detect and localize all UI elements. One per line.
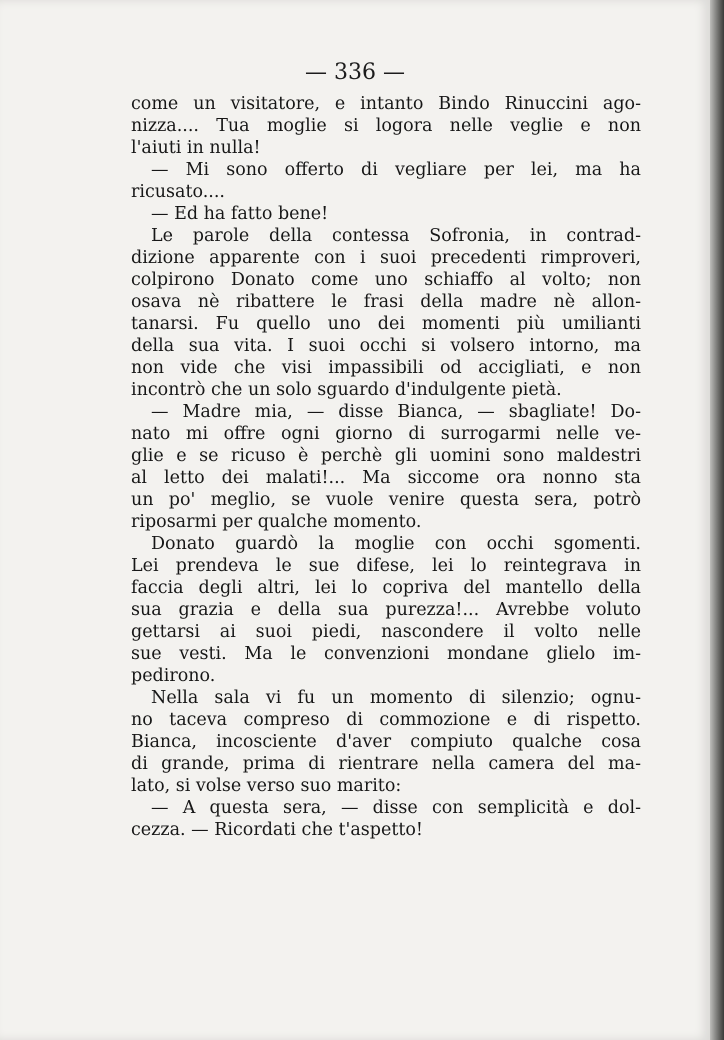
text-line: l'aiuti in nulla! — [131, 138, 261, 158]
text-line: Lei prendeva le sue difese, lei lo reintegrava in — [131, 556, 641, 576]
text-line: Donato guardò la moglie con occhi sgomenti. — [151, 534, 641, 554]
text-line: sue vesti. Ma le convenzioni mondane glielo im- — [131, 644, 641, 664]
text-line: Nella sala vi fu un momento di silenzio; ognu- — [151, 688, 641, 708]
text-line: gettarsi ai suoi piedi, nascondere il volto nelle — [131, 622, 641, 642]
text-line: di grande, prima di rientrare nella camera del ma- — [131, 754, 641, 774]
text-line: Bianca, incosciente d'aver compiuto qualche cosa — [131, 732, 641, 752]
text-line: dizione apparente con i suoi precedenti rimproveri, — [131, 248, 641, 268]
text-line: — Ed ha fatto bene! — [151, 204, 329, 224]
text-line: — Madre mia, — disse Bianca, — sbagliate! Do- — [151, 402, 641, 422]
text-line: colpirono Donato come uno schiaffo al volto; non — [131, 270, 641, 290]
page-edge-shadow — [710, 0, 724, 1040]
text-line: tanarsi. Fu quello uno dei momenti più umilianti — [131, 314, 641, 334]
text-line: glie e se ricuso è perchè gli uomini sono maldestri — [131, 446, 641, 466]
text-line: della sua vita. I suoi occhi si volsero intorno, ma — [131, 336, 641, 356]
body-text — [131, 93, 641, 841]
text-line: non vide che visi impassibili od accigliati, e non — [131, 358, 641, 378]
text-line: — Mi sono offerto di vegliare per lei, ma ha — [151, 160, 641, 180]
text-line: cezza. — Ricordati che t'aspetto! — [131, 820, 423, 840]
text-line: riposarmi per qualche momento. — [131, 512, 422, 532]
text-line: nato mi offre ogni giorno di surrogarmi nelle ve- — [131, 424, 641, 444]
page-number: — 336 — — [305, 60, 405, 85]
text-line: nizza.... Tua moglie si logora nelle veglie e non — [131, 116, 641, 136]
text-line: no taceva compreso di commozione e di rispetto. — [131, 710, 641, 730]
text-line: Le parole della contessa Sofronia, in contrad- — [151, 226, 641, 246]
text-line: lato, si volse verso suo marito: — [131, 776, 402, 796]
text-line: come un visitatore, e intanto Bindo Rinuccini ago- — [131, 94, 641, 114]
text-line: osava nè ribattere le frasi della madre nè allon- — [131, 292, 641, 312]
text-line: al letto dei malati!... Ma siccome ora nonno sta — [131, 468, 641, 488]
text-line: sua grazia e della sua purezza!... Avrebbe voluto — [131, 600, 641, 620]
text-line: ricusato.... — [131, 182, 225, 202]
text-line: un po' meglio, se vuole venire questa sera, potrò — [131, 490, 641, 510]
text-line: — A questa sera, — disse con semplicità e dol- — [151, 798, 641, 818]
text-line: incontrò che un solo sguardo d'indulgente pietà. — [131, 380, 562, 400]
text-line: pedirono. — [131, 666, 216, 686]
text-line: faccia degli altri, lei lo copriva del mantello della — [131, 578, 641, 598]
